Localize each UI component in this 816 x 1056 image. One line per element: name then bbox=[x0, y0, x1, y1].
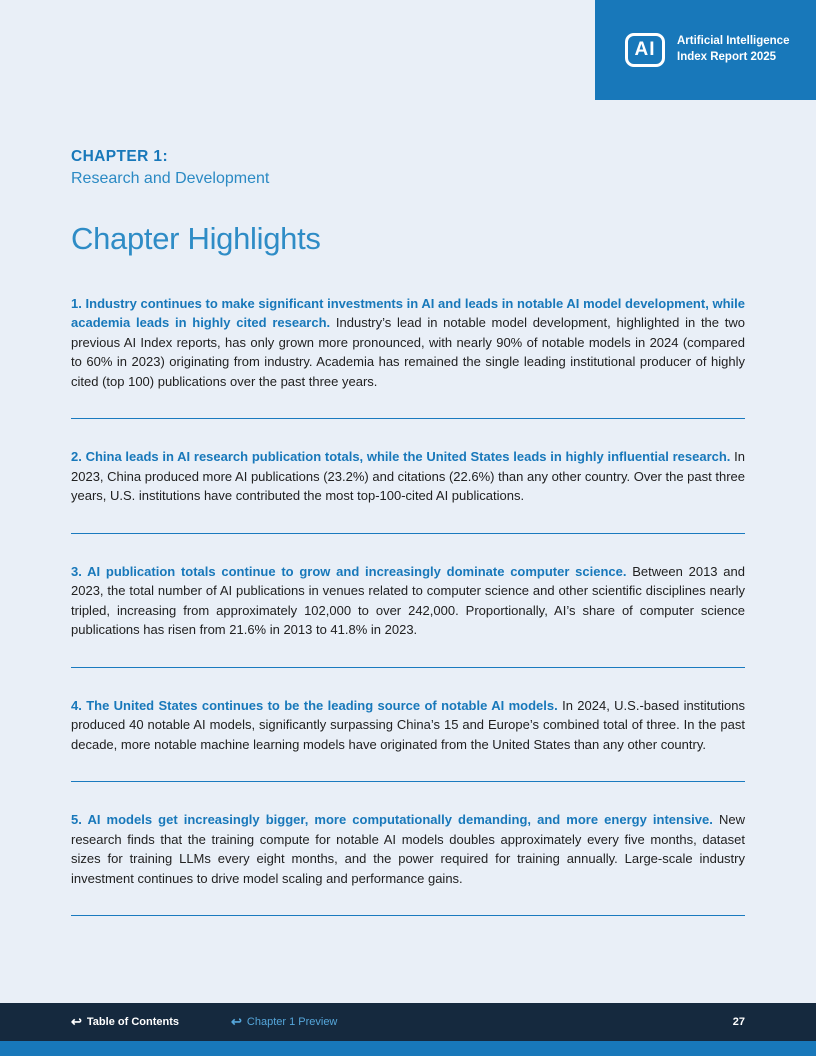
header-brand-block bbox=[595, 0, 816, 100]
highlight-paragraph bbox=[71, 447, 745, 506]
ai-index-logo-icon: AI bbox=[625, 33, 665, 67]
highlight-body: In 2024, U.S.-based institutions produced 40 notable AI models, significantly surpassing China’s 15 and Europe’s combined total of three. In the past decade, more notable machine learning models have originated from the United States than any other country. bbox=[71, 697, 745, 752]
toc-link-label: Table of Contents bbox=[86, 1016, 179, 1028]
highlight-item-5 bbox=[71, 810, 745, 916]
bottom-accent-bar bbox=[0, 1041, 816, 1056]
highlight-item-2 bbox=[71, 447, 745, 534]
return-arrow-icon: ↩ bbox=[71, 1014, 82, 1029]
table-of-contents-link[interactable] bbox=[71, 1014, 179, 1030]
page-title: Chapter Highlights bbox=[71, 220, 321, 256]
highlight-body: New research finds that the training compute for notable AI models doubles approximately every five months, dataset sizes for training LLMs every eight months, and the power required for training annually. Large-scale industry investment continues to drive model scaling and performance gains. bbox=[71, 812, 745, 886]
footer-bar bbox=[0, 1003, 816, 1041]
section-divider bbox=[71, 915, 745, 916]
page-number: 27 bbox=[732, 1016, 745, 1028]
section-divider bbox=[71, 781, 745, 782]
highlight-item-4 bbox=[71, 696, 745, 783]
return-arrow-icon: ↩ bbox=[230, 1014, 242, 1029]
highlight-lead: 1. Industry continues to make significant investments in AI and leads in notable AI model development, while academia leads in highly cited research. bbox=[71, 295, 745, 331]
highlight-paragraph bbox=[71, 696, 745, 755]
highlight-lead: 3. AI publication totals continue to grow and increasingly dominate computer science. bbox=[71, 563, 627, 579]
section-divider bbox=[71, 533, 745, 534]
highlight-paragraph bbox=[71, 810, 745, 888]
section-divider bbox=[71, 418, 745, 419]
highlight-paragraph bbox=[71, 294, 745, 392]
preview-link-label: Chapter 1 Preview bbox=[246, 1016, 338, 1028]
brand-line-1: Artificial Intelligence bbox=[677, 35, 790, 48]
highlight-body: Between 2013 and 2023, the total number of AI publications in venues related to computer science and other scientific disciplines nearly tripled, increasing from approximately 102,000 to over 242,000. Proportionally, AI’s share of computer science publications has risen from 21.6% in 2013 to 41.8% in 2023. bbox=[71, 563, 745, 638]
highlight-lead: 5. AI models get increasingly bigger, more computationally demanding, and more energy intensive. bbox=[71, 812, 713, 828]
highlight-item-1 bbox=[71, 294, 745, 420]
chapter-preview-link[interactable] bbox=[231, 1014, 337, 1030]
chapter-label: CHAPTER 1: bbox=[71, 148, 169, 165]
brand-text bbox=[677, 34, 789, 65]
section-divider bbox=[71, 667, 745, 668]
highlight-lead: 2. China leads in AI research publication totals, while the United States leads in highly influential research. bbox=[71, 449, 731, 465]
main-content bbox=[71, 147, 745, 944]
highlight-paragraph bbox=[71, 562, 745, 640]
highlight-lead: 4. The United States continues to be the leading source of notable AI models. bbox=[71, 697, 558, 713]
highlight-item-3 bbox=[71, 562, 745, 668]
chapter-subtitle: Research and Development bbox=[71, 170, 270, 188]
highlight-body: In 2023, China produced more AI publications (23.2%) and citations (22.6%) than any other country. Over the past three years, U.S. institutions have contributed the most top-100-cited AI publications. bbox=[71, 449, 745, 504]
brand-line-2: Index Report 2025 bbox=[677, 51, 777, 63]
highlight-body: Industry’s lead in notable model development, highlighted in the two previous AI Index reports, has only grown more pronounced, with nearly 90% of notable models in 2024 (compared to 60% in 2023) originating from industry. Academia has remained the single leading institutional producer of highly cited (top 100) publications over the past three years. bbox=[71, 315, 745, 389]
